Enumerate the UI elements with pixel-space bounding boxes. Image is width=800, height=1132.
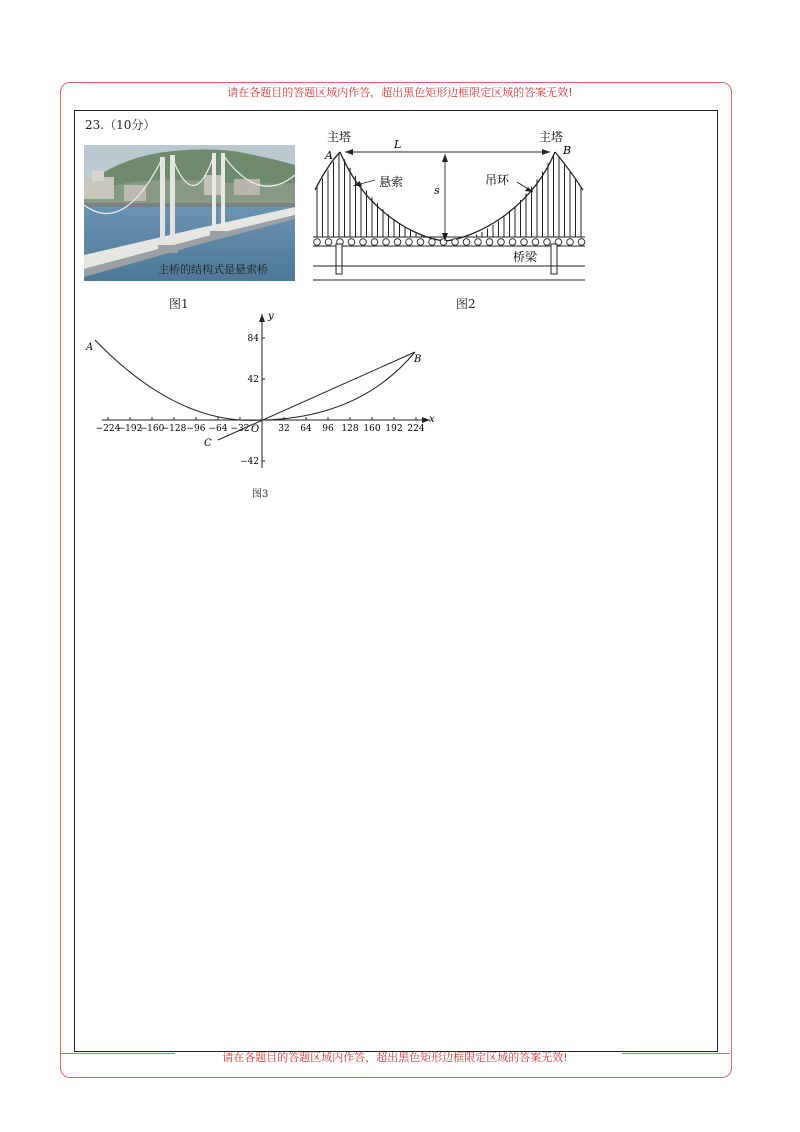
span-label: L	[394, 138, 402, 151]
y-axis-arrow-icon	[259, 314, 265, 322]
point-c-label: C	[204, 438, 212, 449]
deck-ring	[383, 239, 390, 246]
x-tick-label: 192	[385, 424, 403, 434]
origin-label: O	[251, 424, 260, 435]
deck-ring	[509, 239, 516, 246]
y-tick-label: −42	[240, 457, 259, 467]
deck-ring	[578, 239, 585, 246]
x-tick-label: 32	[278, 424, 290, 434]
deck-ring	[486, 239, 493, 246]
suspension-bridge-diagram	[305, 126, 590, 286]
cable-label: 悬索	[379, 175, 404, 189]
hanger-lines	[317, 154, 581, 238]
point-a-label: A	[325, 149, 333, 162]
tower-pier-right	[551, 244, 557, 274]
x-tick-label: 96	[322, 424, 334, 434]
bridge-photo	[84, 145, 295, 281]
deck-rings	[314, 239, 585, 246]
x-tick-label: 64	[300, 424, 312, 434]
sag-label: s	[434, 184, 440, 197]
x-tick-label: −128	[161, 424, 187, 434]
deck-ring	[475, 239, 482, 246]
point-a-label: A	[86, 342, 94, 353]
warning-text-top: 请在各题目的答题区域内作答，超出黑色矩形边框限定区域的答案无效!	[227, 86, 573, 99]
deck-ring	[429, 239, 436, 246]
deck-ring	[463, 239, 470, 246]
deck-ring	[360, 239, 367, 246]
figure-1-caption: 图1	[169, 297, 189, 311]
x-tick-label: −64	[208, 424, 228, 434]
deck-ring	[406, 239, 413, 246]
tower-right-label: 主塔	[539, 130, 564, 144]
photo-overlay-text: 主桥的结构式是悬索桥	[158, 263, 268, 276]
y-tick-label: 42	[247, 375, 259, 385]
deck-ring	[440, 239, 447, 246]
point-b-label: B	[414, 354, 422, 365]
x-tick-label: −192	[117, 424, 143, 434]
x-tick-label: −32	[230, 424, 250, 434]
tower-pier-left	[336, 244, 342, 274]
x-axis-label: x	[429, 414, 435, 425]
tower-left-label: 主塔	[327, 130, 352, 144]
deck-ring	[567, 239, 574, 246]
deck-ring	[371, 239, 378, 246]
deck-ring	[417, 239, 424, 246]
x-tick-label: 160	[363, 424, 381, 434]
x-tick-label: 224	[407, 424, 425, 434]
x-tick-label: −96	[186, 424, 206, 434]
x-tick-label: −160	[139, 424, 165, 434]
figure-3-caption: 图3	[252, 489, 269, 500]
question-number: 23.（10分）	[85, 118, 156, 132]
deck-ring	[498, 239, 505, 246]
deck-ring	[521, 239, 528, 246]
point-b-label: B	[563, 144, 572, 157]
y-axis-ticks	[240, 334, 265, 467]
deck-ring	[348, 239, 355, 246]
x-tick-label: −224	[95, 424, 121, 434]
y-tick-label: 84	[247, 334, 259, 344]
deck-ring	[314, 239, 321, 246]
hanger-label: 吊环	[485, 173, 510, 187]
deck-label: 桥梁	[513, 250, 538, 264]
y-axis-label: y	[268, 311, 274, 322]
deck-ring	[544, 239, 551, 246]
coordinate-diagram	[80, 308, 440, 483]
deck-ring	[394, 239, 401, 246]
x-tick-label: 128	[341, 424, 359, 434]
deck-ring	[532, 239, 539, 246]
deck-ring	[325, 239, 332, 246]
deck-ring	[452, 239, 459, 246]
warning-text-bottom: 请在各题目的答题区域内作答，超出黑色矩形边框限定区域的答案无效!	[222, 1051, 568, 1064]
figure-2-caption: 图2	[456, 297, 476, 311]
curve-oa	[95, 340, 262, 420]
